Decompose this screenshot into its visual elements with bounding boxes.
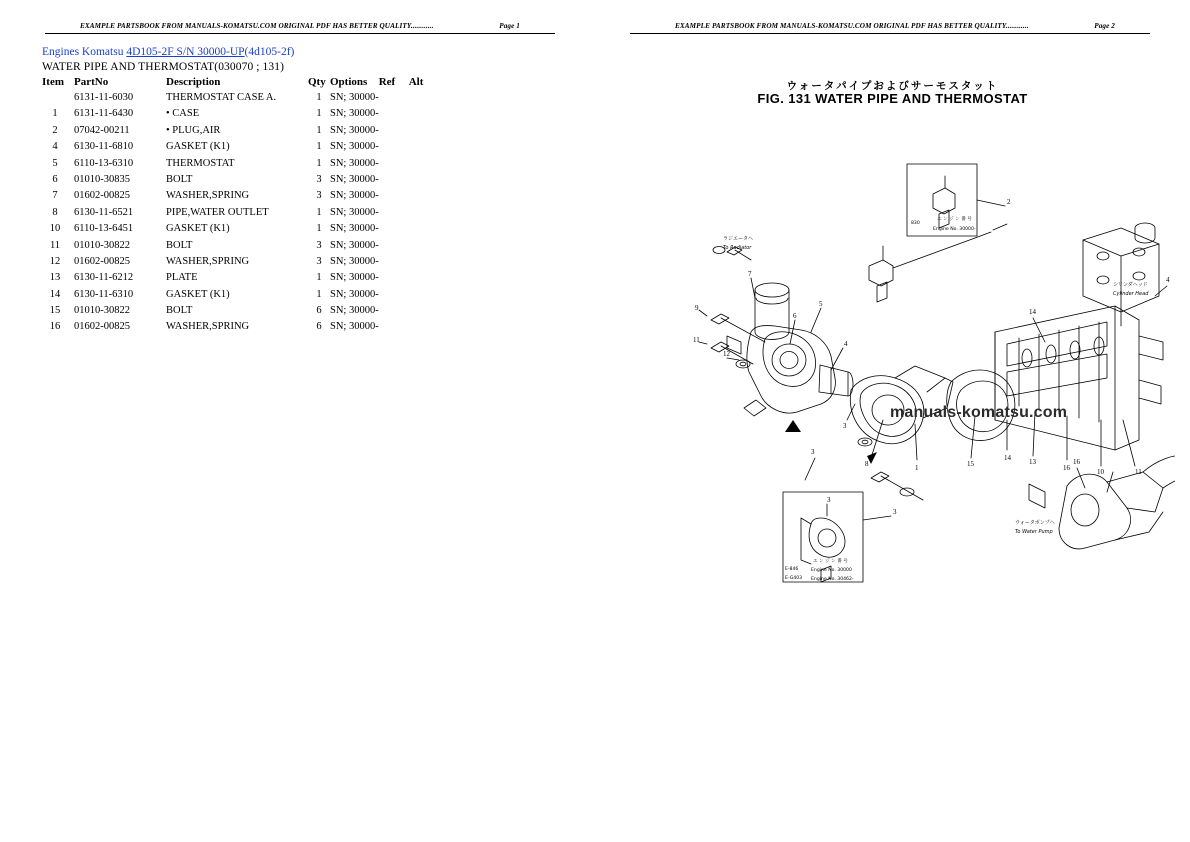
cell-ref — [379, 304, 409, 320]
svg-text:11: 11 — [693, 336, 700, 344]
cell-options: SN; 30000- — [330, 206, 379, 218]
table-row — [42, 140, 439, 156]
svg-text:3: 3 — [893, 508, 897, 516]
svg-text:4: 4 — [1166, 276, 1170, 284]
cell-qty: 3 — [316, 190, 322, 202]
svg-text:3: 3 — [811, 448, 815, 456]
page-right — [595, 0, 1190, 842]
svg-text:Engine No. 30000: Engine No. 30000 — [811, 568, 852, 573]
watermark-text: manuals-komatsu.com — [890, 404, 1068, 421]
cell-partno: 01602-00825 — [74, 190, 130, 202]
cell-ref — [379, 271, 409, 287]
banner-text-right: EXAMPLE PARTSBOOK FROM MANUALS-KOMATSU.COM ORIGINAL PDF HAS BETTER QUALITY............ — [675, 22, 1029, 30]
cell-options: SN; 30000- — [330, 173, 379, 185]
cell-alt — [409, 140, 439, 156]
cell-alt — [409, 239, 439, 255]
cell-description: PLATE — [166, 272, 198, 284]
cell-partno: 6110-13-6310 — [74, 157, 134, 169]
svg-text:E-G403: E-G403 — [785, 576, 803, 581]
cell-qty: 3 — [316, 255, 322, 267]
svg-text:9: 9 — [695, 304, 699, 312]
column-header-description: Description — [166, 76, 221, 88]
diagram-item-numbers — [693, 198, 1170, 516]
cell-description: BOLT — [166, 305, 193, 317]
cell-qty: 1 — [316, 124, 322, 136]
cell-item: 2 — [52, 124, 58, 136]
column-header-ref: Ref — [378, 76, 396, 88]
cell-description: BOLT — [166, 239, 193, 251]
banner-page-number-right: Page 2 — [1094, 22, 1115, 30]
svg-text:E-846: E-846 — [785, 567, 799, 572]
cell-description: THERMOSTAT CASE A. — [166, 92, 277, 103]
cell-qty: 1 — [316, 206, 322, 218]
parts-table — [42, 76, 439, 337]
svg-text:To Radiator: To Radiator — [723, 245, 752, 251]
cell-item — [42, 91, 74, 107]
cell-item: 16 — [49, 321, 61, 333]
cell-item: 13 — [49, 272, 61, 284]
cell-options: SN; 30000- — [330, 255, 379, 267]
cell-description: WASHER,SPRING — [166, 255, 250, 267]
cell-partno: 01602-00825 — [74, 321, 130, 333]
cell-alt — [409, 271, 439, 287]
svg-text:11: 11 — [1135, 468, 1142, 476]
cell-options: SN; 30000- — [330, 305, 379, 317]
cell-options: SN; 30000- — [330, 321, 379, 333]
diagram-svg — [615, 120, 1175, 680]
cell-partno: 6131-11-6430 — [74, 108, 134, 120]
cell-alt — [409, 173, 439, 189]
model-prefix-label: Engines Komatsu — [42, 46, 127, 58]
table-row — [42, 255, 439, 271]
cell-options: SN; 30000- — [330, 272, 379, 284]
svg-text:6: 6 — [793, 312, 797, 320]
cell-partno: 6130-11-6310 — [74, 288, 134, 300]
cell-partno: 6131-11-6030 — [74, 92, 134, 103]
svg-text:8: 8 — [865, 460, 869, 468]
figure-title-japanese: ウォータパイプおよびサーモスタット — [786, 80, 999, 92]
table-row — [42, 157, 439, 173]
cell-partno: 01010-30822 — [74, 305, 130, 317]
cell-description: GASKET (K1) — [166, 223, 230, 235]
cell-alt — [409, 222, 439, 238]
cell-options: SN; 30000- — [330, 124, 379, 136]
svg-text:4: 4 — [844, 340, 848, 348]
cell-qty: 6 — [316, 305, 322, 317]
cell-qty: 3 — [316, 173, 322, 185]
svg-text:エ ン ジ ン 番 号: エ ン ジ ン 番 号 — [937, 217, 972, 222]
svg-text:3: 3 — [827, 496, 831, 504]
cell-qty: 1 — [316, 157, 322, 169]
cell-item: 6 — [52, 173, 58, 185]
page-header-banner — [80, 22, 520, 30]
cell-item: 1 — [52, 108, 58, 120]
cell-item: 14 — [49, 288, 61, 300]
svg-text:5: 5 — [819, 300, 823, 308]
column-header-alt: Alt — [408, 76, 424, 88]
svg-text:Engine No. 30462-: Engine No. 30462- — [811, 577, 854, 582]
cell-options: SN; 30000- — [330, 157, 379, 169]
cell-alt — [409, 124, 439, 140]
table-row — [42, 304, 439, 320]
cell-item: 15 — [49, 305, 61, 317]
cell-alt — [409, 189, 439, 205]
cell-item: 11 — [49, 239, 61, 251]
cell-partno: 01010-30822 — [74, 239, 130, 251]
svg-text:830: 830 — [911, 221, 920, 226]
cell-alt — [409, 107, 439, 123]
cell-description: PIPE,WATER OUTLET — [166, 206, 269, 218]
svg-text:12: 12 — [723, 350, 730, 358]
table-row — [42, 271, 439, 287]
svg-text:Cylinder Head: Cylinder Head — [1113, 291, 1149, 297]
svg-text:エ ン ジ ン 番 号: エ ン ジ ン 番 号 — [813, 559, 848, 564]
table-row — [42, 320, 439, 336]
cell-qty: 1 — [316, 108, 322, 120]
cell-alt — [409, 91, 439, 107]
cell-options: SN; 30000- — [330, 92, 379, 103]
diagram-callouts — [723, 215, 1149, 582]
column-header-partno: PartNo — [74, 76, 109, 88]
svg-text:3: 3 — [843, 422, 847, 430]
svg-text:16: 16 — [1063, 464, 1070, 472]
cell-alt — [409, 320, 439, 336]
svg-text:シリンダヘッド: シリンダヘッド — [1113, 282, 1148, 288]
cell-ref — [379, 173, 409, 189]
svg-text:10: 10 — [1097, 468, 1104, 476]
cell-description: THERMOSTAT — [166, 157, 235, 169]
column-header-options: Options — [330, 76, 368, 88]
cell-qty: 1 — [316, 92, 322, 103]
cell-item: 12 — [49, 255, 61, 267]
cell-partno: 07042-00211 — [74, 124, 130, 136]
column-header-qty: Qty — [308, 76, 326, 88]
cell-qty: 1 — [316, 288, 322, 300]
column-header-item: Item — [42, 76, 64, 88]
cell-description: • CASE — [166, 108, 200, 120]
cell-item: 7 — [52, 190, 58, 202]
header-divider-right — [630, 33, 1150, 34]
table-row — [42, 222, 439, 238]
cell-ref — [379, 189, 409, 205]
cell-partno: 01010-30835 — [74, 173, 130, 185]
banner-page-number: Page 1 — [499, 22, 520, 30]
exploded-parts-diagram — [615, 120, 1175, 680]
cell-ref — [379, 107, 409, 123]
cell-description: GASKET (K1) — [166, 141, 230, 153]
table-row — [42, 288, 439, 304]
figure-title-english: FIG. 131 WATER PIPE AND THERMOSTAT — [757, 91, 1028, 106]
cell-options: SN; 30000- — [330, 223, 379, 235]
cell-ref — [379, 320, 409, 336]
cell-ref — [379, 288, 409, 304]
table-row — [42, 124, 439, 140]
cell-partno: 01602-00825 — [74, 255, 130, 267]
banner-text: EXAMPLE PARTSBOOK FROM MANUALS-KOMATSU.COM ORIGINAL PDF HAS BETTER QUALITY............ — [80, 22, 434, 30]
cell-ref — [379, 157, 409, 173]
cell-ref — [379, 124, 409, 140]
cell-options: SN; 30000- — [330, 108, 379, 120]
svg-text:14: 14 — [1029, 308, 1036, 316]
cell-partno: 6130-11-6521 — [74, 206, 134, 218]
cell-alt — [409, 206, 439, 222]
svg-text:15: 15 — [967, 460, 974, 468]
cell-item: 5 — [52, 157, 58, 169]
table-row — [42, 239, 439, 255]
cell-description: • PLUG,AIR — [166, 124, 221, 136]
cell-item: 4 — [52, 141, 58, 153]
cell-qty: 3 — [316, 239, 322, 251]
table-row — [42, 91, 439, 107]
cell-description: WASHER,SPRING — [166, 321, 250, 333]
cell-partno: 6130-11-6810 — [74, 141, 134, 153]
cell-item: 8 — [52, 206, 58, 218]
cell-qty: 1 — [316, 272, 322, 284]
cell-qty: 1 — [316, 141, 322, 153]
cell-options: SN; 30000- — [330, 239, 379, 251]
cell-description: BOLT — [166, 173, 193, 185]
cell-options: SN; 30000- — [330, 288, 379, 300]
cell-alt — [409, 157, 439, 173]
table-row — [42, 107, 439, 123]
table-row — [42, 173, 439, 189]
section-title: WATER PIPE AND THERMOSTAT(030070 ; 131) — [42, 61, 285, 73]
svg-text:16: 16 — [1073, 458, 1080, 466]
svg-text:ウォータポンプへ: ウォータポンプへ — [1015, 520, 1055, 526]
cell-ref — [379, 255, 409, 271]
svg-text:ラジエータへ: ラジエータへ — [723, 236, 754, 242]
cell-description: WASHER,SPRING — [166, 190, 250, 202]
parts-table-body — [42, 91, 439, 337]
cell-qty: 6 — [316, 321, 322, 333]
svg-text:To Water Pump: To Water Pump — [1015, 529, 1053, 535]
cell-ref — [379, 206, 409, 222]
table-header-row — [42, 76, 439, 91]
svg-text:14: 14 — [1004, 454, 1011, 462]
diagram-arrowheads — [785, 420, 877, 464]
cell-alt — [409, 304, 439, 320]
svg-text:Engine No. 30000-: Engine No. 30000- — [933, 227, 976, 232]
cell-qty: 1 — [316, 223, 322, 235]
model-breadcrumb — [42, 46, 294, 58]
svg-text:13: 13 — [1029, 458, 1036, 466]
page-header-banner-right — [675, 22, 1115, 30]
svg-text:2: 2 — [1007, 198, 1011, 206]
cell-ref — [379, 239, 409, 255]
cell-alt — [409, 288, 439, 304]
cell-alt — [409, 255, 439, 271]
cell-ref — [379, 91, 409, 107]
model-suffix-label: (4d105-2f) — [244, 46, 295, 58]
cell-partno: 6110-13-6451 — [74, 223, 134, 235]
cell-ref — [379, 222, 409, 238]
header-divider — [45, 33, 555, 34]
svg-text:1: 1 — [915, 464, 919, 472]
cell-item: 10 — [49, 223, 61, 235]
table-row — [42, 206, 439, 222]
cell-options: SN; 30000- — [330, 141, 379, 153]
table-row — [42, 189, 439, 205]
cell-partno: 6130-11-6212 — [74, 272, 134, 284]
cell-ref — [379, 140, 409, 156]
model-link[interactable]: 4D105-2F S/N 30000-UP — [126, 46, 245, 58]
svg-text:7: 7 — [748, 270, 752, 278]
cell-options: SN; 30000- — [330, 190, 379, 202]
cell-description: GASKET (K1) — [166, 288, 230, 300]
